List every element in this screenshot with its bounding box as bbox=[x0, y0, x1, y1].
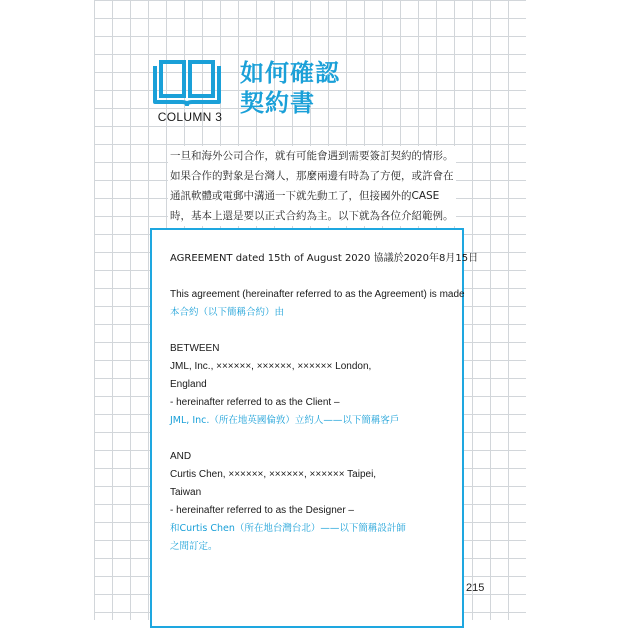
page-number: 215 bbox=[466, 582, 485, 594]
client-address-line-2: England bbox=[170, 379, 207, 390]
agreement-intro-cn: 本合約（以下簡稱合約）由 bbox=[170, 307, 285, 318]
designer-address-line-1: Curtis Chen, ××××××, ××××××, ×××××× Taipei, bbox=[170, 469, 377, 480]
agreement-content bbox=[170, 250, 479, 556]
designer-address-line-2: Taiwan bbox=[170, 487, 202, 498]
page-title bbox=[240, 58, 340, 118]
between-label: BETWEEN bbox=[170, 343, 220, 354]
title-line-2: 契約書 bbox=[240, 89, 315, 117]
client-reference: - hereinafter referred to as the Client – bbox=[170, 397, 340, 408]
open-book-icon bbox=[152, 60, 222, 106]
title-line-1: 如何確認 bbox=[240, 59, 340, 87]
designer-cn-line-2: 之間訂定。 bbox=[170, 541, 218, 552]
intro-paragraph bbox=[168, 146, 456, 226]
agreement-date-line: AGREEMENT dated 15th of August 2020 協議於2020年8月15日 bbox=[170, 253, 479, 264]
intro-text: 一旦和海外公司合作，就有可能會遇到需要簽訂契約的情形。如果合作的對象是台灣人，那麼兩邊有時為了方便，或許會在通訊軟體或電郵中溝通一下就先動工了，但接國外的CASE時，基本上還是要以正式合約為主。以下就為各位介紹範例。 bbox=[170, 150, 454, 222]
client-address-line-1: JML, Inc., ××××××, ××××××, ×××××× London, bbox=[170, 361, 372, 372]
designer-cn-line-1: 和Curtis Chen（所在地台灣台北）——以下簡稱設計師 bbox=[170, 523, 406, 534]
agreement-intro-en: This agreement (hereinafter referred to as the Agreement) is made bbox=[170, 289, 465, 300]
and-label: AND bbox=[170, 451, 192, 462]
column-label: COLUMN 3 bbox=[157, 110, 223, 124]
designer-reference: - hereinafter referred to as the Designer – bbox=[170, 505, 354, 516]
client-cn: JML, Inc.（所在地英國倫敦）立約人——以下簡稱客戶 bbox=[170, 415, 400, 426]
